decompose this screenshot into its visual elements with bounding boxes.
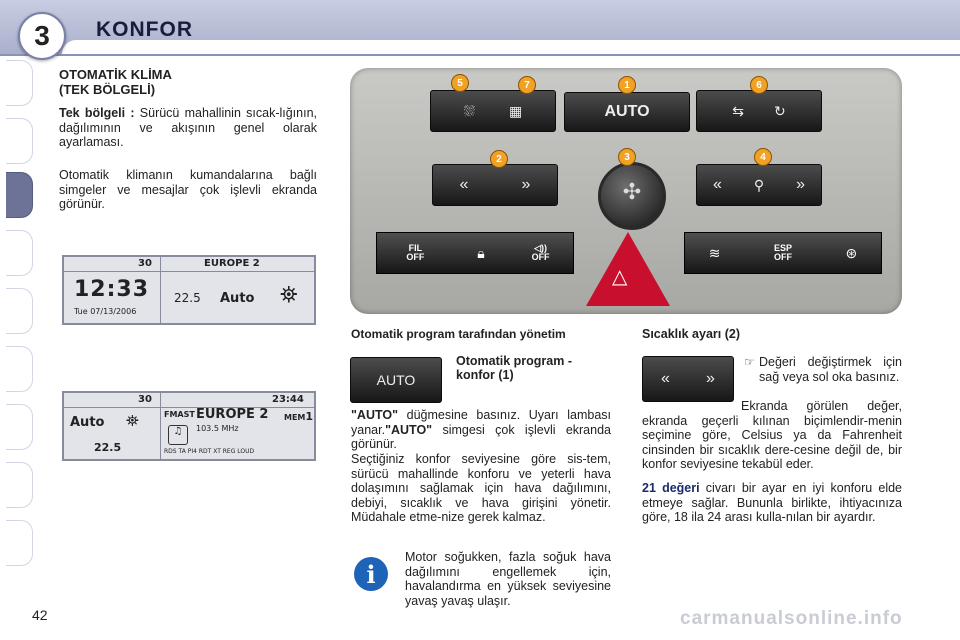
auto-subtitle	[456, 354, 572, 382]
section-title	[59, 67, 309, 97]
auto-section-title: Otomatik program tarafından yönetim	[351, 327, 566, 341]
display-1-top-number: 30	[138, 258, 152, 269]
side-tab[interactable]	[6, 118, 33, 164]
door-lock-icon[interactable]: 🔒︎	[477, 244, 485, 261]
distribution-right-icon[interactable]: »	[796, 176, 805, 193]
seated-person-icon: ⛯	[126, 411, 139, 430]
page-number: 42	[32, 607, 48, 623]
callout-7: 7	[518, 76, 536, 94]
side-tab[interactable]	[6, 230, 33, 276]
side-tabs	[0, 60, 34, 580]
auto-button[interactable]	[564, 92, 690, 132]
fan-icon: ✣	[622, 179, 642, 204]
chapter-title: KONFOR	[96, 18, 193, 41]
section-title-line2: (TEK BÖLGELİ)	[59, 82, 156, 97]
display-2-top-number: 30	[138, 394, 152, 405]
temperature-paragraph-2	[642, 481, 902, 525]
single-zone-label: Tek bölgeli :	[59, 106, 135, 120]
display-2-mem-number: 1	[305, 410, 314, 423]
temperature-up-icon[interactable]: »	[521, 176, 531, 193]
auto-subtitle-line1: Otomatik program -	[456, 354, 572, 368]
display-1-temp: 22.5	[174, 291, 201, 305]
display-2-mode: Auto	[70, 415, 105, 430]
auto-button-illustration	[350, 357, 442, 403]
auto-button-label: AUTO	[604, 103, 650, 120]
fil-off-button[interactable]: FIL OFF	[406, 243, 425, 262]
temperature-button-illustration	[642, 356, 734, 402]
callout-6: 6	[750, 76, 768, 94]
auto-illustration-label: AUTO	[376, 372, 416, 388]
display-1-divider	[160, 257, 161, 323]
child-lock-icon[interactable]: ⊛	[845, 244, 858, 261]
auto-paragraph-1-b: simgesi çok işlevli ekranda görünür.	[351, 422, 611, 451]
fan-speed-knob[interactable]	[598, 162, 666, 230]
bullet-symbol: ☞	[744, 355, 755, 369]
display-2-fmast: FMAST	[164, 410, 195, 419]
side-tab[interactable]	[6, 346, 33, 392]
panel-bottom-left-buttons	[376, 232, 574, 274]
radio-band-icon: ♫	[168, 425, 188, 445]
heated-seat-icon[interactable]: ≋	[708, 244, 721, 261]
display-paragraph: Otomatik klimanın kumandalarına bağlı simgeler ve mesajlar çok işlevli ekranda görünür.	[59, 168, 317, 211]
speaker-icon: ◁))	[534, 243, 548, 253]
side-tab[interactable]	[6, 60, 33, 106]
single-zone-text: Sürücü mahallinin sıcak-lığının, dağılımının ve akışının genel olarak ayarlaması.	[59, 106, 318, 149]
panel-top-left-buttons	[430, 90, 556, 132]
side-tab[interactable]	[6, 520, 33, 566]
auto-subtitle-line2: konfor (1)	[456, 368, 514, 382]
display-2-temp: 22.5	[94, 441, 122, 454]
info-icon: i	[354, 557, 388, 591]
display-1-date: Tue 07/13/2006	[74, 307, 137, 316]
temperature-buttons	[432, 164, 558, 206]
air-intake-icon[interactable]: ⇆	[732, 102, 744, 119]
hazard-warning-button[interactable]	[586, 232, 670, 306]
display-2-frequency: 103.5 MHz	[196, 424, 239, 433]
multifunction-display-1	[62, 255, 316, 325]
display-2-mem	[284, 410, 313, 423]
side-tab[interactable]	[6, 404, 33, 450]
auto-keyword: "AUTO"	[351, 408, 399, 422]
temperature-bullet-text: Değeri değiştirmek için sağ veya sol oka basınız.	[759, 355, 902, 384]
rear-off-button[interactable]	[532, 244, 550, 262]
distribution-left-icon[interactable]: «	[712, 176, 722, 193]
callout-4: 4	[754, 148, 772, 166]
chapter-number-badge	[18, 12, 66, 60]
air-distribution-icon: ⚲	[753, 176, 765, 193]
callout-1: 1	[618, 76, 636, 94]
side-tab[interactable]	[6, 288, 33, 334]
auto-paragraph-1	[351, 408, 611, 452]
callout-3: 3	[618, 148, 636, 166]
header-curve	[62, 40, 960, 54]
display-2-rds: RDS TA PI4 RDT XT REG LOUD	[164, 448, 255, 455]
temperature-value-highlight: 21 değeri	[642, 481, 700, 495]
display-2-mem-label: MEM	[284, 413, 306, 422]
temperature-paragraph-1: Ekranda görülen değer, ekranda geçerli kılınan biçimlendir-menin seçimine göre, Celsius ya da Fahrenheit cinsinden bir sıcaklık dere-cesine değil de, bir konfor seviyesine tekabül eder.	[642, 399, 902, 471]
rear-demist-icon[interactable]: ▦	[508, 102, 523, 119]
watermark: carmanualsonline.info	[680, 608, 903, 629]
recirculation-icon[interactable]: ↻	[774, 102, 786, 119]
temperature-section-title: Sıcaklık ayarı (2)	[642, 327, 740, 341]
auto-paragraph-1-a: düğmesine basınız. Uyarı lambası yanar.	[351, 408, 611, 437]
multifunction-display-2	[62, 391, 316, 461]
air-recirculation-buttons	[696, 90, 822, 132]
front-demist-icon[interactable]: ⛆	[463, 102, 475, 119]
section-title-line1: OTOMATİK KLİMA	[59, 67, 172, 82]
single-zone-paragraph	[59, 106, 317, 150]
climate-control-panel	[350, 68, 902, 314]
side-tab-active[interactable]	[6, 172, 33, 218]
display-2-radio: EUROPE 2	[196, 407, 269, 422]
temperature-down-icon[interactable]: «	[459, 176, 469, 193]
arrow-left-icon: «	[661, 370, 670, 387]
chapter-number: 3	[34, 20, 50, 51]
arrow-right-icon: »	[706, 370, 715, 387]
display-1-topbar	[64, 257, 314, 272]
off-label: OFF	[531, 252, 550, 262]
display-2-time: 23:44	[272, 394, 304, 405]
callout-2: 2	[490, 150, 508, 168]
display-2-divider	[160, 393, 161, 459]
callout-5: 5	[451, 74, 469, 92]
info-note: Motor soğukken, fazla soğuk hava dağılımını engellemek için, havalandırma en yüksek seviyesine yavaş yavaş ulaşır.	[405, 550, 611, 608]
temperature-paragraph-2-text: civarı bir ayar en iyi konforu elde etmeye sağlar. Bununla birlikte, ihtiyacınıza göre, 18 ila 24 arası kulla-nılan bir ayardır.	[642, 481, 902, 524]
display-1-time: 12:33	[74, 277, 150, 302]
esp-off-button[interactable]: ESP OFF	[773, 243, 792, 262]
air-distribution-buttons	[696, 164, 822, 206]
seated-person-icon: ⛯	[280, 283, 298, 308]
panel-bottom-right-buttons	[684, 232, 882, 274]
auto-paragraph-2: Seçtiğiniz konfor seviyesine göre sis-tem, sürücü mahallinde konforu ve yeterli hava dolaşımını sağlamak için hava dağılımını, debiyi, sıcaklık ve hava girişini yönetir. Müdahale etme-nize gerek kalmaz.	[351, 452, 611, 524]
hazard-triangle-icon: △	[612, 266, 628, 288]
auto-keyword-2: "AUTO"	[385, 422, 433, 437]
side-tab[interactable]	[6, 462, 33, 508]
display-1-radio: EUROPE 2	[204, 258, 260, 269]
display-1-mode: Auto	[220, 291, 255, 306]
